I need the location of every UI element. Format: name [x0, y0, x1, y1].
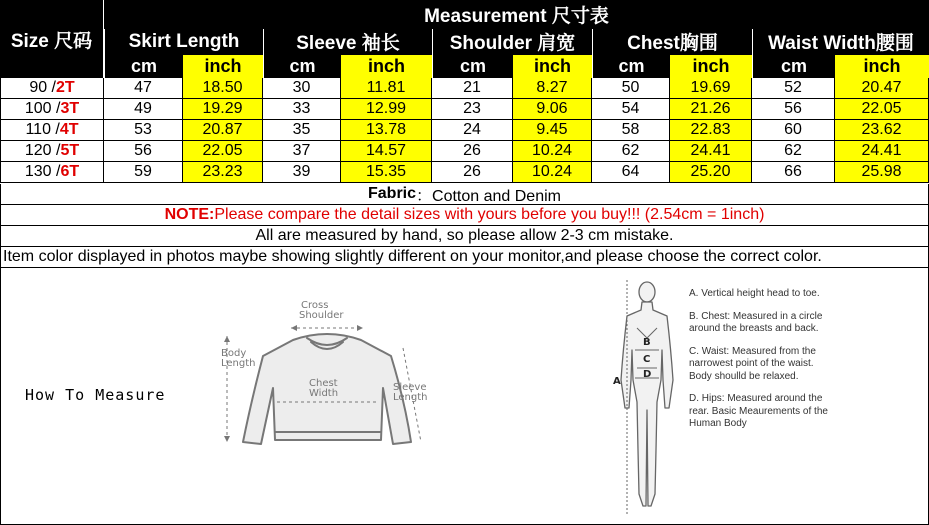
table-cell: 18.50	[183, 78, 263, 99]
unit-cm-skirt: cm	[104, 54, 183, 78]
group-header-sleeve: Sleeve 袖长	[263, 29, 432, 54]
group-header-waist-width: Waist Width腰围	[752, 29, 929, 54]
legend-item-a: A. Vertical height head to toe.	[689, 288, 820, 299]
table-cell: 23.62	[835, 120, 929, 141]
table-cell: 66	[752, 162, 835, 183]
hand-measure-line: All are measured by hand, so please allow 2-3 cm mistake.	[0, 226, 929, 247]
table-cell: 22.05	[835, 99, 929, 120]
group-header-skirt-length: Skirt Length	[104, 29, 263, 54]
body-length-label: Body	[221, 348, 247, 359]
group-header-shoulder: Shoulder 肩宽	[432, 29, 592, 54]
unit-row	[104, 54, 929, 78]
how-to-measure-panel	[0, 268, 929, 525]
legend-item-d: D. Hips: Measured around the rear. Basic Meaurements of the Human Body	[689, 393, 828, 429]
table-cell: 11.81	[341, 78, 432, 99]
table-cell: 60	[752, 120, 835, 141]
table-cell: 23.23	[183, 162, 263, 183]
table-cell: 50	[592, 78, 670, 99]
size-cell: 100 / 3T	[0, 99, 104, 120]
fabric-line	[0, 184, 929, 205]
sweater-diagram-icon	[215, 292, 445, 457]
legend-item-b: B. Chest: Measured in a circle around the breasts and back.	[689, 310, 823, 334]
body-letter-b: B	[643, 337, 651, 348]
table-cell: 20.47	[835, 78, 929, 99]
table-row	[0, 78, 929, 99]
note-text: Please compare the detail sizes with yours before you buy!!! (2.54cm = 1inch)	[214, 206, 765, 223]
table-cell: 20.87	[183, 120, 263, 141]
table-cell: 30	[263, 78, 341, 99]
body-figure-icon	[607, 280, 687, 520]
body-letter-c: C	[643, 354, 651, 365]
table-cell: 52	[752, 78, 835, 99]
table-cell: 56	[104, 141, 183, 162]
table-cell: 25.98	[835, 162, 929, 183]
table-cell: 14.57	[341, 141, 432, 162]
table-cell: 19.29	[183, 99, 263, 120]
table-cell: 64	[592, 162, 670, 183]
table-cell: 24.41	[835, 141, 929, 162]
table-cell: 13.78	[341, 120, 432, 141]
table-cell: 22.05	[183, 141, 263, 162]
unit-cm-sleeve: cm	[263, 54, 341, 78]
table-cell: 54	[592, 99, 670, 120]
measurement-legend	[689, 288, 839, 441]
body-letter-d: D	[643, 369, 652, 380]
table-cell: 15.35	[341, 162, 432, 183]
size-cell: 110 / 4T	[0, 120, 104, 141]
table-cell: 8.27	[513, 78, 592, 99]
unit-inch-skirt: inch	[183, 54, 263, 78]
table-cell: 59	[104, 162, 183, 183]
table-row	[0, 162, 929, 183]
table-cell: 47	[104, 78, 183, 99]
color-note-line: Item color displayed in photos maybe showing slightly different on your monitor,and please choose the correct color.	[0, 247, 929, 268]
table-cell: 23	[432, 99, 513, 120]
size-cell: 130 / 6T	[0, 162, 104, 183]
table-row	[0, 99, 929, 120]
unit-inch-waist: inch	[835, 54, 929, 78]
unit-cm-chest: cm	[592, 54, 670, 78]
note-label: NOTE:	[164, 206, 215, 223]
table-cell: 9.06	[513, 99, 592, 120]
table-cell: 62	[752, 141, 835, 162]
how-to-measure-title: How To Measure	[25, 386, 166, 404]
size-table	[0, 78, 929, 185]
body-letter-a: A	[613, 376, 621, 387]
cross-shoulder-label-2: Shoulder	[299, 310, 344, 321]
table-cell: 33	[263, 99, 341, 120]
body-length-label-2: Length	[221, 358, 256, 369]
table-cell: 24.41	[670, 141, 752, 162]
table-cell: 26	[432, 162, 513, 183]
table-cell: 62	[592, 141, 670, 162]
unit-cm-shoulder: cm	[432, 54, 513, 78]
table-cell: 19.69	[670, 78, 752, 99]
table-cell: 58	[592, 120, 670, 141]
note-line	[0, 205, 929, 226]
table-cell: 12.99	[341, 99, 432, 120]
group-header-chest: Chest胸围	[592, 29, 752, 54]
size-column-header: Size 尺码	[0, 0, 104, 78]
table-row	[0, 141, 929, 162]
table-row	[0, 120, 929, 141]
chest-width-label: Chest	[309, 378, 338, 389]
table-cell: 21.26	[670, 99, 752, 120]
table-cell: 24	[432, 120, 513, 141]
legend-item-c: C. Waist: Measured from the narrowest point of the waist. Body shoulld be relaxed.	[689, 345, 816, 382]
table-cell: 26	[432, 141, 513, 162]
cross-shoulder-label: Cross	[301, 300, 329, 311]
table-cell: 37	[263, 141, 341, 162]
unit-cm-waist: cm	[752, 54, 835, 78]
fabric-label: Fabric	[368, 185, 417, 202]
fabric-value: ：Cotton and Denim	[416, 187, 561, 205]
unit-inch-shoulder: inch	[513, 54, 592, 78]
size-cell: 120 / 5T	[0, 141, 104, 162]
sleeve-length-label: Sleeve	[393, 382, 427, 393]
table-cell: 25.20	[670, 162, 752, 183]
measurement-title: Measurement 尺寸表	[104, 0, 929, 29]
table-cell: 10.24	[513, 162, 592, 183]
table-cell: 10.24	[513, 141, 592, 162]
table-cell: 56	[752, 99, 835, 120]
table-cell: 21	[432, 78, 513, 99]
table-cell: 39	[263, 162, 341, 183]
table-cell: 9.45	[513, 120, 592, 141]
table-cell: 35	[263, 120, 341, 141]
table-cell: 49	[104, 99, 183, 120]
chest-width-label-2: Width	[309, 388, 339, 399]
table-cell: 22.83	[670, 120, 752, 141]
unit-inch-sleeve: inch	[341, 54, 432, 78]
size-cell: 90 / 2T	[0, 78, 104, 99]
sleeve-length-label-2: Length	[393, 392, 428, 403]
table-cell: 53	[104, 120, 183, 141]
unit-inch-chest: inch	[670, 54, 752, 78]
